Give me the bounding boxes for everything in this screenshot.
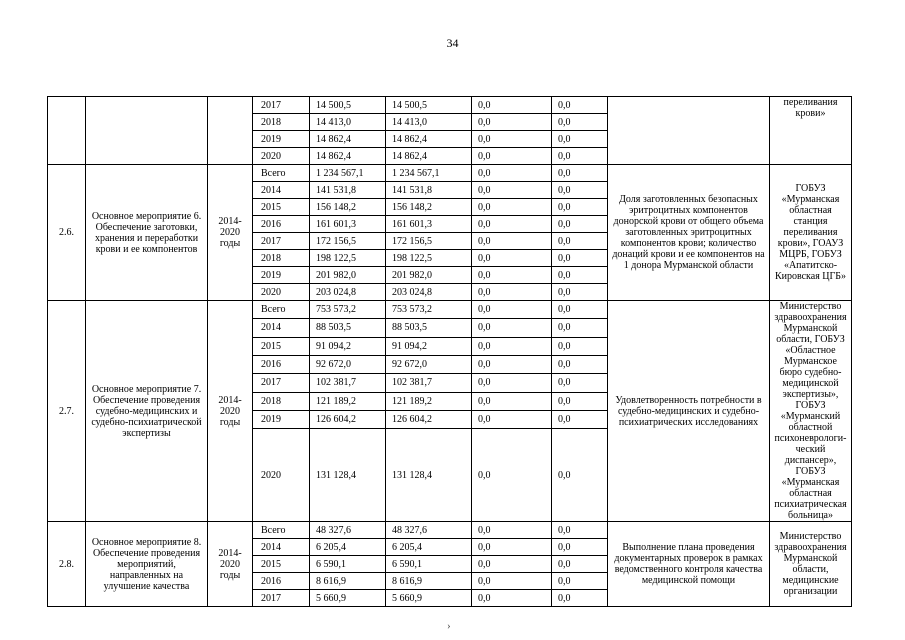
value-cell: 0,0: [552, 539, 608, 556]
value-cell: 753 573,2: [310, 301, 386, 319]
value-cell: 0,0: [472, 410, 552, 428]
year-cell: 2019: [253, 410, 310, 428]
value-cell: 0,0: [552, 429, 608, 522]
value-cell: 0,0: [552, 233, 608, 250]
year-cell: Всего: [253, 165, 310, 182]
value-cell: 0,0: [472, 216, 552, 233]
value-cell: 131 128,4: [310, 429, 386, 522]
value-cell: 0,0: [472, 148, 552, 165]
value-cell: 141 531,8: [310, 182, 386, 199]
value-cell: 141 531,8: [386, 182, 472, 199]
value-cell: 0,0: [552, 522, 608, 539]
value-cell: 0,0: [472, 556, 552, 573]
value-cell: 1 234 567,1: [310, 165, 386, 182]
year-cell: 2017: [253, 97, 310, 114]
value-cell: 0,0: [472, 429, 552, 522]
value-cell: 0,0: [552, 216, 608, 233]
value-cell: 126 604,2: [310, 410, 386, 428]
value-cell: 14 500,5: [386, 97, 472, 114]
section-period: 2014-2020 годы: [208, 301, 253, 522]
section-label: 2.7.: [48, 301, 86, 522]
value-cell: 48 327,6: [310, 522, 386, 539]
section-label: [48, 97, 86, 165]
value-cell: 0,0: [552, 573, 608, 590]
value-cell: 6 205,4: [386, 539, 472, 556]
table-row: [48, 301, 852, 319]
value-cell: 156 148,2: [310, 199, 386, 216]
section-name: [86, 97, 208, 165]
value-cell: 0,0: [472, 250, 552, 267]
value-cell: 156 148,2: [386, 199, 472, 216]
value-cell: 14 862,4: [386, 148, 472, 165]
year-cell: 2014: [253, 539, 310, 556]
value-cell: 102 381,7: [310, 374, 386, 392]
value-cell: 201 982,0: [386, 267, 472, 284]
value-cell: 172 156,5: [310, 233, 386, 250]
year-cell: 2018: [253, 392, 310, 410]
value-cell: 0,0: [472, 199, 552, 216]
value-cell: 126 604,2: [386, 410, 472, 428]
value-cell: 121 189,2: [386, 392, 472, 410]
value-cell: 8 616,9: [310, 573, 386, 590]
section-executor: Министерство здравоохранения Мурманской области, ГОБУЗ «Областное Мурманское бюро судебно-медицинской экспертизы», ГОБУЗ «Мурманский областной психоневрологи-ческий диспансер», ГОБУЗ «Мурманская областная психиатрическая больница»: [770, 301, 852, 522]
section-name: Основное мероприятие 6. Обеспечение заготовки, хранения и переработки крови и ее компонентов: [86, 165, 208, 301]
value-cell: 6 205,4: [310, 539, 386, 556]
value-cell: 0,0: [472, 573, 552, 590]
value-cell: 14 413,0: [310, 114, 386, 131]
value-cell: 0,0: [472, 374, 552, 392]
section-indicator: Удовлетворенность потребности в судебно-медицинских и судебно-психиатрических исследованиях: [608, 301, 770, 522]
value-cell: 14 862,4: [310, 131, 386, 148]
value-cell: 14 500,5: [310, 97, 386, 114]
value-cell: 0,0: [472, 284, 552, 301]
value-cell: 198 122,5: [310, 250, 386, 267]
section-label: 2.6.: [48, 165, 86, 301]
year-cell: 2017: [253, 590, 310, 607]
value-cell: 0,0: [472, 301, 552, 319]
year-cell: 2014: [253, 182, 310, 199]
value-cell: 121 189,2: [310, 392, 386, 410]
value-cell: 0,0: [552, 355, 608, 373]
value-cell: 0,0: [552, 392, 608, 410]
value-cell: 91 094,2: [310, 337, 386, 355]
section-label: 2.8.: [48, 522, 86, 607]
year-cell: 2015: [253, 337, 310, 355]
year-cell: 2019: [253, 131, 310, 148]
value-cell: 0,0: [472, 131, 552, 148]
value-cell: 0,0: [552, 199, 608, 216]
value-cell: 91 094,2: [386, 337, 472, 355]
value-cell: 0,0: [472, 267, 552, 284]
value-cell: 0,0: [552, 319, 608, 337]
section-period: 2014-2020 годы: [208, 522, 253, 607]
year-cell: 2016: [253, 355, 310, 373]
year-cell: 2018: [253, 114, 310, 131]
section-executor: Министерство здравоохранения Мурманской области, медицинские организации: [770, 522, 852, 607]
value-cell: 0,0: [552, 114, 608, 131]
value-cell: 0,0: [552, 267, 608, 284]
section-indicator: Выполнение плана проведения документарных проверок в рамках ведомственного контроля качества медицинской помощи: [608, 522, 770, 607]
page-number: 34: [446, 36, 459, 50]
value-cell: 0,0: [472, 392, 552, 410]
value-cell: 0,0: [472, 97, 552, 114]
value-cell: 0,0: [552, 182, 608, 199]
table-row: [48, 522, 852, 539]
value-cell: 0,0: [472, 165, 552, 182]
value-cell: 88 503,5: [310, 319, 386, 337]
program-table: [47, 96, 852, 607]
value-cell: 161 601,3: [386, 216, 472, 233]
section-name: Основное мероприятие 7. Обеспечение проведения судебно-медицинских и судебно-психиатрической экспертизы: [86, 301, 208, 522]
year-cell: 2020: [253, 429, 310, 522]
value-cell: 92 672,0: [310, 355, 386, 373]
value-cell: 0,0: [552, 165, 608, 182]
value-cell: 0,0: [552, 148, 608, 165]
value-cell: 1 234 567,1: [386, 165, 472, 182]
value-cell: 0,0: [552, 337, 608, 355]
value-cell: 102 381,7: [386, 374, 472, 392]
value-cell: 0,0: [472, 590, 552, 607]
value-cell: 0,0: [472, 233, 552, 250]
year-cell: 2016: [253, 573, 310, 590]
section-period: 2014-2020 годы: [208, 165, 253, 301]
value-cell: 0,0: [552, 410, 608, 428]
value-cell: 0,0: [472, 114, 552, 131]
value-cell: 14 862,4: [310, 148, 386, 165]
value-cell: 14 862,4: [386, 131, 472, 148]
year-cell: 2020: [253, 284, 310, 301]
year-cell: 2015: [253, 199, 310, 216]
value-cell: 0,0: [472, 522, 552, 539]
value-cell: 5 660,9: [310, 590, 386, 607]
value-cell: 161 601,3: [310, 216, 386, 233]
value-cell: 203 024,8: [386, 284, 472, 301]
section-executor: ГОБУЗ «Мурманская областная станция переливания крови», ГОАУЗ МЦРБ, ГОБУЗ «Апатитско-Кировская ЦГБ»: [770, 165, 852, 301]
section-period: [208, 97, 253, 165]
value-cell: 0,0: [552, 301, 608, 319]
value-cell: 198 122,5: [386, 250, 472, 267]
table-body: [48, 97, 852, 607]
value-cell: 0,0: [472, 337, 552, 355]
value-cell: 0,0: [472, 539, 552, 556]
year-cell: 2020: [253, 148, 310, 165]
section-executor: переливания крови»: [770, 97, 852, 165]
value-cell: 131 128,4: [386, 429, 472, 522]
table-row: [48, 165, 852, 182]
table-row: [48, 97, 852, 114]
year-cell: 2018: [253, 250, 310, 267]
footer-mark: ›: [447, 620, 451, 632]
year-cell: 2017: [253, 374, 310, 392]
value-cell: 5 660,9: [386, 590, 472, 607]
value-cell: 8 616,9: [386, 573, 472, 590]
value-cell: 6 590,1: [310, 556, 386, 573]
value-cell: 0,0: [552, 284, 608, 301]
value-cell: 14 413,0: [386, 114, 472, 131]
value-cell: 0,0: [552, 97, 608, 114]
value-cell: 0,0: [472, 182, 552, 199]
value-cell: 48 327,6: [386, 522, 472, 539]
year-cell: 2019: [253, 267, 310, 284]
value-cell: 88 503,5: [386, 319, 472, 337]
value-cell: 0,0: [552, 590, 608, 607]
value-cell: 0,0: [552, 131, 608, 148]
year-cell: 2015: [253, 556, 310, 573]
value-cell: 0,0: [552, 556, 608, 573]
value-cell: 203 024,8: [310, 284, 386, 301]
section-indicator: Доля заготовленных безопасных эритроцитных компонентов донорской крови от общего объема заготовленных эритроцитных компонентов крови; количество донаций крови и ее компонентов на 1 донора Мурманской области: [608, 165, 770, 301]
value-cell: 0,0: [552, 250, 608, 267]
year-cell: Всего: [253, 301, 310, 319]
value-cell: 0,0: [472, 319, 552, 337]
value-cell: 0,0: [472, 355, 552, 373]
value-cell: 6 590,1: [386, 556, 472, 573]
section-indicator: [608, 97, 770, 165]
value-cell: 92 672,0: [386, 355, 472, 373]
value-cell: 172 156,5: [386, 233, 472, 250]
year-cell: 2014: [253, 319, 310, 337]
section-name: Основное мероприятие 8. Обеспечение проведения мероприятий, направленных на улучшение качества: [86, 522, 208, 607]
value-cell: 753 573,2: [386, 301, 472, 319]
year-cell: 2017: [253, 233, 310, 250]
year-cell: Всего: [253, 522, 310, 539]
value-cell: 201 982,0: [310, 267, 386, 284]
year-cell: 2016: [253, 216, 310, 233]
value-cell: 0,0: [552, 374, 608, 392]
